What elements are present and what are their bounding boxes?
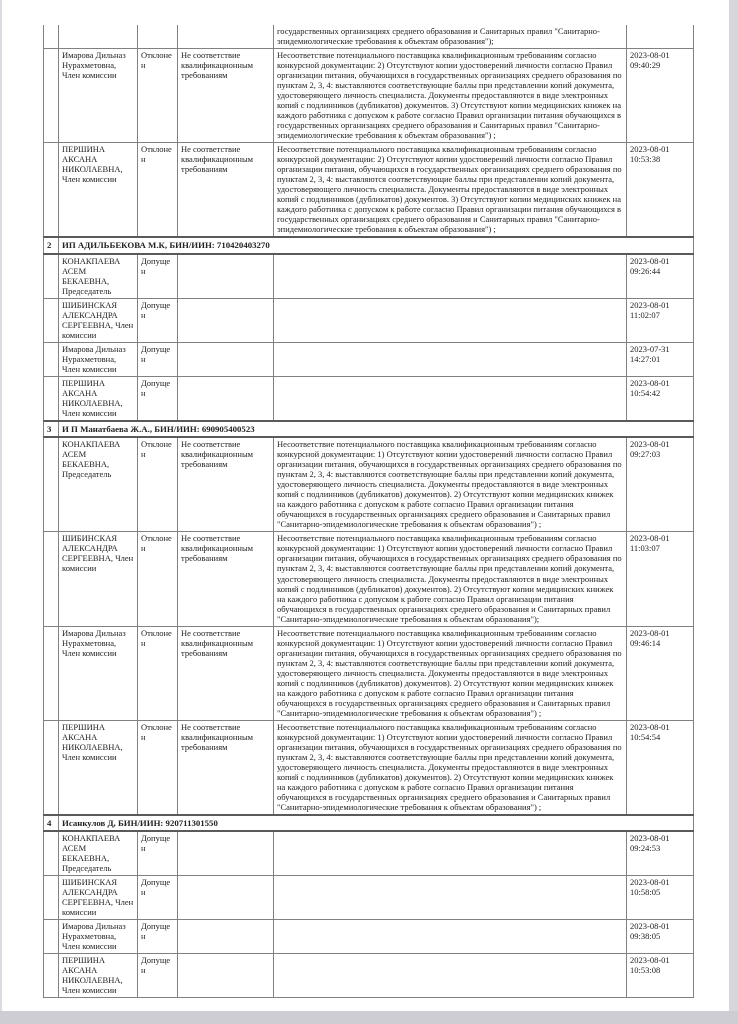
decision-cell: Отклонен — [138, 437, 178, 532]
datetime-cell — [627, 25, 694, 49]
datetime-cell: 2023-08-01 10:53:38 — [627, 143, 694, 238]
row-number-cell — [44, 143, 59, 238]
supplier-number-cell: 3 — [44, 421, 59, 437]
commission-member-row — [44, 376, 694, 421]
commission-member-row — [44, 720, 694, 815]
commission-member-row — [44, 298, 694, 342]
member-name-cell: Имарова Дильназ Нурахметовна, Член комиссии — [59, 626, 138, 720]
details-cell: Несоответствие потенциального поставщика квалификационным требованиям согласно конкурсной документации: 2) Отсутствуют копии удостоверений личности согласно Правил организации питания, обучающихся в государственных организациях среднего образования по пунктам 2, 3, 4: выставляются соответствующие баллы при представлении копий документа, удостоверяющего личность специалиста. Документы предоставляются в виде электронных копий с подлинников (дубликатов) документов. 3) Отсутствуют копии медицинских книжек на каждого работника с допуском к работе согласно Правил организации питания обучающихся в государственных организациях среднего образования и Санитарных правил "Санитарно-эпидемиологические требования к объектам образования") ; — [274, 143, 627, 238]
datetime-cell: 2023-08-01 09:38:05 — [627, 920, 694, 954]
datetime-cell: 2023-08-01 09:40:29 — [627, 49, 694, 143]
supplier-number-cell: 2 — [44, 237, 59, 253]
datetime-cell: 2023-07-31 14:27:01 — [627, 342, 694, 376]
details-cell: Несоответствие потенциального поставщика квалификационным требованиям согласно конкурсной документации: 1) Отсутствуют копии удостоверений личности согласно Правил организации питания, обучающихся в государственных организациях среднего образования по пунктам 2, 3, 4: выставляются соответствующие баллы при представлении копий документа, удостоверяющего личность специалиста. Документы предоставляются в виде электронных копий с подлинников (дубликатов) документов). 2) Отсутствуют копии медицинских книжек на каждого работника с допуском к работе согласно Правил организации питания обучающихся в государственных организациях среднего образования и Санитарных правил "Санитарно-эпидемиологические требования к объектам образования") ; — [274, 626, 627, 720]
reason-cell: Не соответствие квалификационным требованиям — [178, 437, 274, 532]
reason-cell: Не соответствие квалификационным требованиям — [178, 720, 274, 815]
reason-cell: Не соответствие квалификационным требованиям — [178, 626, 274, 720]
page-edge-left — [0, 0, 2, 1024]
reason-cell — [178, 876, 274, 920]
datetime-cell: 2023-08-01 11:02:07 — [627, 298, 694, 342]
details-cell: Несоответствие потенциального поставщика квалификационным требованиям согласно конкурсной документации: 2) Отсутствуют копии удостоверений личности согласно Правил организации питания, обучающихся в государственных организациях среднего образования по пунктам 2, 3, 4: выставляются соответствующие баллы при представлении копий документа, удостоверяющего личность специалиста. Документы предоставляются в виде электронных копий с подлинников (дубликатов) документов. 3) Отсутствуют копии медицинских книжек на каждого работника с допуском к работе согласно Правил организации питания обучающихся в государственных организациях среднего образования и Санитарных правил "Санитарно-эпидемиологические требования к объектам образования") ; — [274, 49, 627, 143]
decision-cell: Допущен — [138, 920, 178, 954]
commission-member-row — [44, 49, 694, 143]
page-edge-right — [729, 0, 738, 1024]
datetime-cell: 2023-08-01 09:27:03 — [627, 437, 694, 532]
decision-cell: Отклонен — [138, 49, 178, 143]
member-name-cell: ШИБИНСКАЯ АЛЕКСАНДРА СЕРГЕЕВНА, Член комиссии — [59, 532, 138, 626]
details-cell — [274, 342, 627, 376]
decision-cell: Отклонен — [138, 532, 178, 626]
datetime-cell: 2023-08-01 11:03:07 — [627, 532, 694, 626]
details-cell — [274, 920, 627, 954]
decision-cell: Допущен — [138, 376, 178, 421]
datetime-cell: 2023-08-01 09:24:53 — [627, 831, 694, 876]
supplier-title-cell: И П Манатбаева Ж.А., БИН/ИИН: 690905400523 — [59, 421, 694, 437]
member-name-cell: Имарова Дильназ Нурахметовна, Член комиссии — [59, 342, 138, 376]
member-name-cell: ПЕРШИНА АКСАНА НИКОЛАЕВНА, Член комиссии — [59, 143, 138, 238]
decision-cell — [138, 25, 178, 49]
reason-cell: Не соответствие квалификационным требованиям — [178, 49, 274, 143]
details-cell — [274, 831, 627, 876]
decision-cell: Допущен — [138, 342, 178, 376]
commission-member-row — [44, 954, 694, 998]
details-cell — [274, 876, 627, 920]
commission-member-row — [44, 254, 694, 299]
decision-cell: Допущен — [138, 876, 178, 920]
reason-cell — [178, 25, 274, 49]
datetime-cell: 2023-08-01 09:46:14 — [627, 626, 694, 720]
row-number-cell — [44, 298, 59, 342]
reason-cell — [178, 954, 274, 998]
member-name-cell: Имарова Дильназ Нурахметовна, Член комиссии — [59, 49, 138, 143]
datetime-cell: 2023-08-01 09:26:44 — [627, 254, 694, 299]
row-number-cell — [44, 831, 59, 876]
row-number-cell — [44, 254, 59, 299]
row-number-cell — [44, 49, 59, 143]
reason-cell: Не соответствие квалификационным требованиям — [178, 143, 274, 238]
member-name-cell: КОНАКПАЕВА АСЕМ БЕКАЕВНА, Председатель — [59, 437, 138, 532]
page-edge-bottom — [0, 1011, 738, 1024]
commission-member-row — [44, 626, 694, 720]
row-number-cell — [44, 876, 59, 920]
row-number-cell — [44, 626, 59, 720]
supplier-header-row — [44, 815, 694, 831]
row-number-cell — [44, 437, 59, 532]
decision-cell: Допущен — [138, 954, 178, 998]
reason-cell — [178, 298, 274, 342]
row-number-cell — [44, 920, 59, 954]
datetime-cell: 2023-08-01 10:54:54 — [627, 720, 694, 815]
table-row — [44, 25, 694, 49]
supplier-header-row — [44, 237, 694, 253]
row-number-cell — [44, 532, 59, 626]
reason-cell — [178, 342, 274, 376]
member-name-cell — [59, 25, 138, 49]
member-name-cell: ШИБИНСКАЯ АЛЕКСАНДРА СЕРГЕЕВНА, Член комиссии — [59, 298, 138, 342]
member-name-cell: ПЕРШИНА АКСАНА НИКОЛАЕВНА, Член комиссии — [59, 376, 138, 421]
commission-member-row — [44, 143, 694, 238]
decision-cell: Отклонен — [138, 143, 178, 238]
row-number-cell — [44, 954, 59, 998]
supplier-title-cell: Исанкулов Д, БИН/ИИН: 920711301550 — [59, 815, 694, 831]
commission-member-row — [44, 532, 694, 626]
reason-cell — [178, 831, 274, 876]
decision-cell: Отклонен — [138, 720, 178, 815]
details-cell — [274, 254, 627, 299]
reason-cell — [178, 376, 274, 421]
details-cell: государственных организациях среднего образования и Санитарных правил "Санитарно-эпидемиологические требования к объектам образования"); — [274, 25, 627, 49]
member-name-cell: ПЕРШИНА АКСАНА НИКОЛАЕВНА, Член комиссии — [59, 720, 138, 815]
row-number-cell — [44, 376, 59, 421]
commission-member-row — [44, 342, 694, 376]
member-name-cell: КОНАКПАЕВА АСЕМ БЕКАЕВНА, Председатель — [59, 254, 138, 299]
supplier-number-cell: 4 — [44, 815, 59, 831]
row-number-cell — [44, 342, 59, 376]
supplier-header-row — [44, 421, 694, 437]
details-cell — [274, 376, 627, 421]
decision-cell: Допущен — [138, 254, 178, 299]
row-number-cell — [44, 720, 59, 815]
details-cell: Несоответствие потенциального поставщика квалификационным требованиям согласно конкурсной документации: 1) Отсутствуют копии удостоверений личности согласно Правил организации питания, обучающихся в государственных организациях среднего образования по пунктам 2, 3, 4: выставляются соответствующие баллы при представлении копий документа, удостоверяющего личность специалиста. Документы предоставляются в виде электронных копий с подлинников (дубликатов) документов). 2) Отсутствуют копии медицинских книжек на каждого работника с допуском к работе согласно Правил организации питания обучающихся в государственных организациях среднего образования и Санитарных правил "Санитарно-эпидемиологические требования к объектам образования"); — [274, 532, 627, 626]
decision-cell: Отклонен — [138, 626, 178, 720]
reason-cell: Не соответствие квалификационным требованиям — [178, 532, 274, 626]
details-cell: Несоответствие потенциального поставщика квалификационным требованиям согласно конкурсной документации: 1) Отсутствуют копии удостоверений личности согласно Правил организации питания, обучающихся в государственных организациях среднего образования по пунктам 2, 3, 4: выставляются соответствующие баллы при представлении копий документа, удостоверяющего личность специалиста. Документы предоставляются в виде электронных копий с подлинников (дубликатов) документов). 2) Отсутствуют копии медицинских книжек на каждого работника с допуском к работе согласно Правил организации питания обучающихся в государственных организациях среднего образования и Санитарных правил "Санитарно-эпидемиологические требования к объектам образования") ; — [274, 720, 627, 815]
datetime-cell: 2023-08-01 10:54:42 — [627, 376, 694, 421]
member-name-cell: ПЕРШИНА АКСАНА НИКОЛАЕВНА, Член комиссии — [59, 954, 138, 998]
reason-cell — [178, 254, 274, 299]
decision-cell: Допущен — [138, 831, 178, 876]
details-cell: Несоответствие потенциального поставщика квалификационным требованиям согласно конкурсной документации: 1) Отсутствуют копии удостоверений личности согласно Правил организации питания, обучающихся в государственных организациях среднего образования по пунктам 2, 3, 4: выставляются соответствующие баллы при представлении копий документа, удостоверяющего личность специалиста. Документы предоставляются в виде электронных копий с подлинников (дубликатов) документов). 2) Отсутствуют копии медицинских книжек на каждого работника с допуском к работе согласно Правил организации питания обучающихся в государственных организациях среднего образования и Санитарных правил "Санитарно-эпидемиологические требования к объектам образования") ; — [274, 437, 627, 532]
member-name-cell: Имарова Дильназ Нурахметовна, Член комиссии — [59, 920, 138, 954]
row-number-cell — [44, 25, 59, 49]
datetime-cell: 2023-08-01 10:58:05 — [627, 876, 694, 920]
reason-cell — [178, 920, 274, 954]
commission-member-row — [44, 920, 694, 954]
member-name-cell: ШИБИНСКАЯ АЛЕКСАНДРА СЕРГЕЕВНА, Член комиссии — [59, 876, 138, 920]
evaluation-protocol-table — [43, 25, 694, 998]
commission-member-row — [44, 831, 694, 876]
details-cell — [274, 298, 627, 342]
details-cell — [274, 954, 627, 998]
datetime-cell: 2023-08-01 10:53:08 — [627, 954, 694, 998]
decision-cell: Допущен — [138, 298, 178, 342]
commission-member-row — [44, 437, 694, 532]
supplier-title-cell: ИП АДИЛЬБЕКОВА М.К, БИН/ИИН: 710420403270 — [59, 237, 694, 253]
commission-member-row — [44, 876, 694, 920]
member-name-cell: КОНАКПАЕВА АСЕМ БЕКАЕВНА, Председатель — [59, 831, 138, 876]
